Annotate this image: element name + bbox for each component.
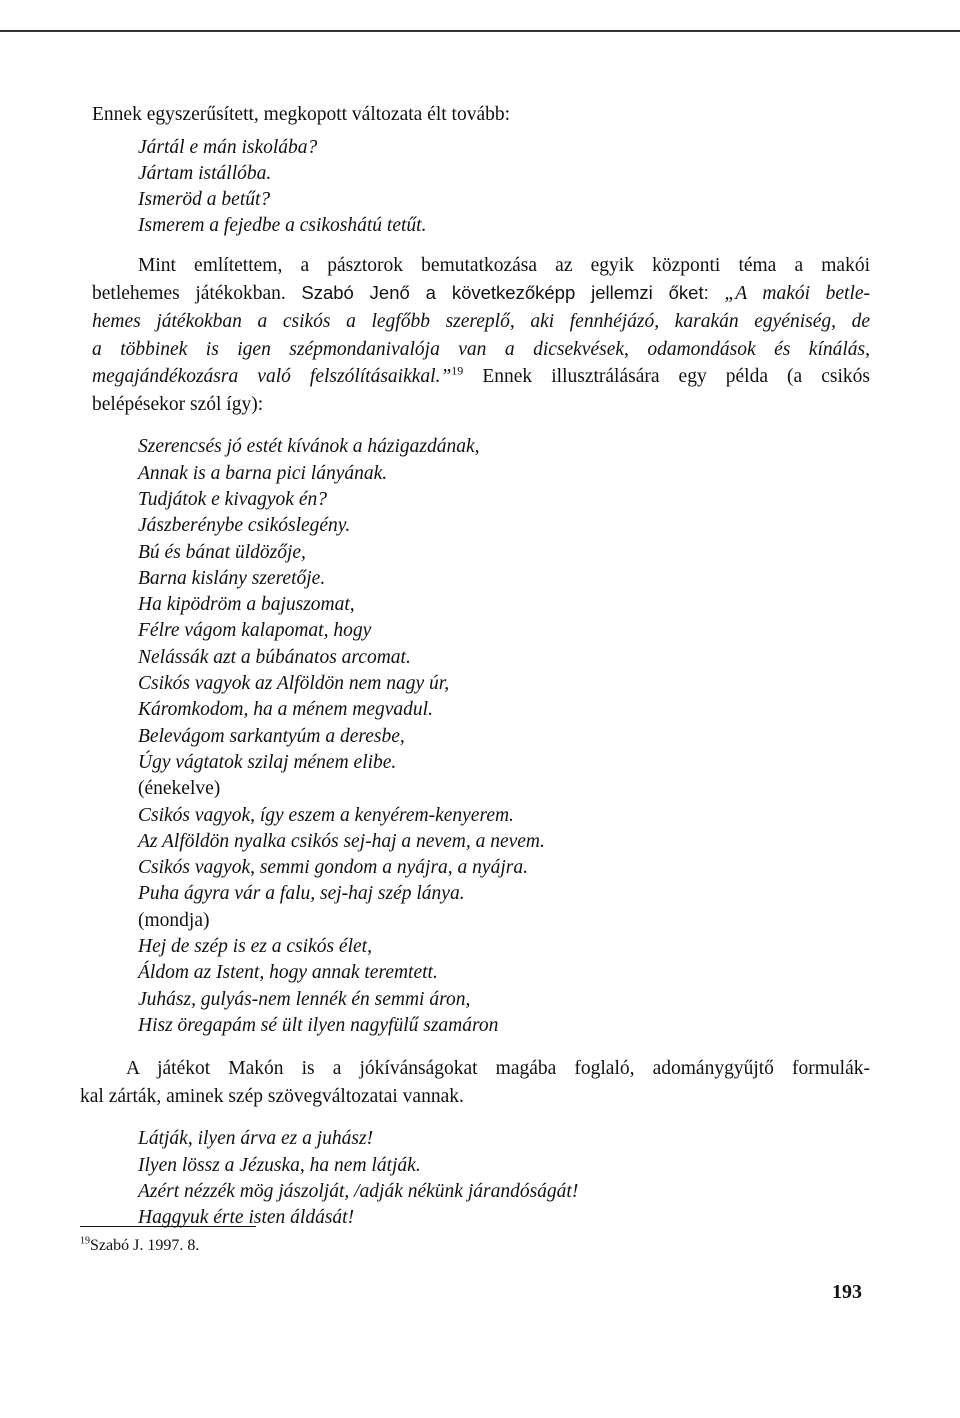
verse-line: Barna kislány szeretője. (138, 567, 326, 589)
paragraph-text: Ennek illusztrálására egy példa (a csikós (482, 366, 870, 388)
verse-line: Csikós vagyok, semmi gondom a nyájra, a nyájra. (138, 857, 528, 879)
intro-text: Ennek egyszerűsített, megkopott változata élt tovább: (92, 104, 511, 125)
verse-line: Látják, ilyen árva ez a juhász! (138, 1128, 374, 1150)
paragraph-text-sans: Szabó Jenő a következőképp jellemzi őket: (301, 282, 709, 304)
verse-line: Káromkodom, ha a ménem megvadul. (138, 699, 433, 721)
verse-line: Tudjátok e kivagyok én? (138, 488, 327, 510)
intro-line (92, 101, 870, 129)
verse-line: Annak is a barna pici lányának. (138, 462, 388, 484)
verse-line: Puha ágyra vár a falu, sej-haj szép lánya. (138, 883, 465, 905)
footnote-text: Szabó J. 1997. 8. (90, 1237, 200, 1254)
page-body (80, 101, 871, 1232)
verse-line: Azért nézzék mög jászolját, /adják nékünk járandóságát! (138, 1180, 579, 1202)
verse-line: Csikós vagyok, így eszem a kenyérem-kenyerem. (138, 804, 514, 826)
paragraph-line: belépésekor szól így): (92, 393, 264, 415)
quote-line: a többinek is igen szépmondanivalója van a dicsekvések, odamondások és kínálás, (92, 338, 870, 360)
verse-line: Nelássák azt a búbánatos arcomat. (138, 646, 411, 668)
verse-line: Ismeröd a betűt? (138, 189, 271, 211)
stage-direction: (mondja) (138, 909, 210, 931)
verse-line: Juhász, gulyás-nem lennék én semmi áron, (138, 988, 471, 1010)
verse-block-3 (138, 1126, 870, 1231)
verse-line: Jászberénybe csikóslegény. (138, 515, 351, 537)
paragraph-2 (80, 1055, 870, 1110)
verse-line: Félre vágom kalapomat, hogy (138, 620, 372, 642)
page-number: 193 (832, 1281, 862, 1303)
verse-line: Csikós vagyok az Alföldön nem nagy úr, (138, 673, 450, 695)
paragraph-1 (92, 252, 870, 419)
footnote-ref[interactable]: 19 (451, 363, 464, 378)
paragraph-line (92, 363, 870, 391)
verse-block-2 (138, 434, 870, 1039)
verse-line: Bú és bánat üldözője, (138, 541, 306, 563)
footnote (80, 1236, 199, 1256)
verse-line: Haggyuk érte isten áldását! (138, 1207, 355, 1229)
quote-text: „A makói betle- (724, 283, 871, 305)
quote-line: hemes játékokban a csikós a legfőbb szereplő, aki fennhéjázó, karakán egyéniség, de (92, 310, 870, 332)
verse-line: Belevágom sarkantyúm a deresbe, (138, 725, 405, 747)
verse-line: Úgy vágtatok szilaj ménem elibe. (138, 751, 397, 773)
stage-direction: (énekelve) (138, 778, 221, 800)
verse-block-1 (138, 135, 870, 240)
top-rule (0, 30, 960, 32)
paragraph-line: kal zárták, aminek szép szövegváltozatai vannak. (80, 1085, 464, 1107)
paragraph-line (92, 279, 870, 308)
verse-line: Szerencsés jó estét kívánok a házigazdának, (138, 436, 480, 458)
verse-line: Jártam istállóba. (138, 162, 272, 184)
paragraph-line: A játékot Makón is a jókívánságokat magába foglaló, adománygyűjtő formulák- (126, 1058, 870, 1080)
verse-line: Hisz öregapám sé ült ilyen nagyfülű szamáron (138, 1014, 499, 1036)
verse-line: Jártál e mán iskolába? (138, 136, 318, 158)
verse-line: Hej de szép is ez a csikós élet, (138, 935, 372, 957)
paragraph-text: betlehemes játékokban. (92, 283, 286, 305)
verse-line: Áldom az Istent, hogy annak teremtett. (138, 962, 438, 984)
footnote-rule (80, 1226, 256, 1227)
verse-line: Ha kipödröm a bajuszomat, (138, 594, 355, 616)
quote-text: megajándékozásra való felszólításaikkal.” (92, 366, 452, 388)
verse-line: Ilyen lössz a Jézuska, ha nem látják. (138, 1154, 421, 1176)
footnote-number: 19 (80, 1235, 90, 1247)
verse-line: Az Alföldön nyalka csikós sej-haj a nevem, a nevem. (138, 830, 545, 852)
paragraph-line: Mint említettem, a pásztorok bemutatkozása az egyik központi téma a makói (138, 254, 870, 276)
verse-line: Ismerem a fejedbe a csikoshátú tetűt. (138, 215, 427, 237)
